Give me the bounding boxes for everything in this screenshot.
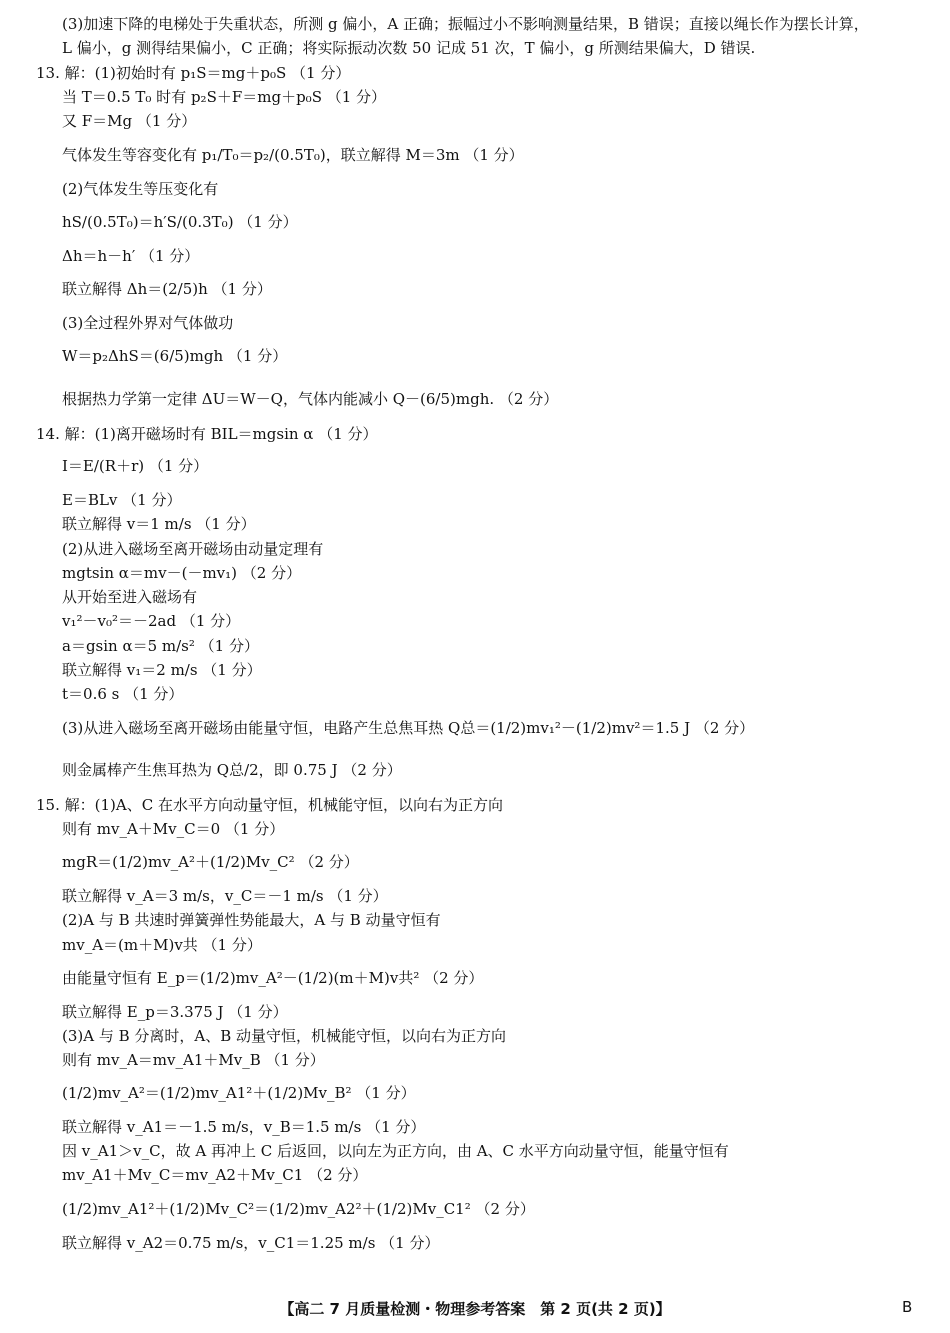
line-24: t＝0.6 s （1 分） [62, 685, 184, 703]
line-09: Δh＝h－h′ （1 分） [62, 247, 200, 265]
line-22: a＝gsin α＝5 m/s² （1 分） [62, 637, 259, 655]
q15-heading: 15. 解：(1)A、C 在水平方向动量守恒，机械能守恒，以向右为正方向 [36, 796, 503, 814]
line-41: (1/2)mv_A1²＋(1/2)Mv_C²＝(1/2)mv_A2²＋(1/2)Mv_C1² （2 分） [62, 1200, 535, 1218]
line-04: 当 T＝0.5 T₀ 时有 p₂S＋F＝mg＋p₀S （1 分） [62, 88, 387, 106]
line-35: (3)A 与 B 分离时，A、B 动量守恒，机械能守恒，以向右为正方向 [62, 1027, 507, 1045]
line-33: 由能量守恒有 E_p＝(1/2)mv_A²－(1/2)(m＋M)v共² （2 分） [62, 969, 484, 987]
line-15: I＝E/(R＋r) （1 分） [62, 457, 209, 475]
line-20: 从开始至进入磁场有 [62, 588, 198, 606]
line-25: (3)从进入磁场至离开磁场由能量守恒，电路产生总焦耳热 Q总＝(1/2)mv₁²－(1/2)mv²＝1.5 J （2 分） [62, 719, 755, 737]
line-07: (2)气体发生等压变化有 [62, 180, 219, 198]
line-34: 联立解得 E_p＝3.375 J （1 分） [62, 1003, 288, 1021]
version-letter: B [902, 1298, 913, 1316]
line-26: 则金属棒产生焦耳热为 Q总/2，即 0.75 J （2 分） [62, 761, 402, 779]
line-31: (2)A 与 B 共速时弹簧弹性势能最大，A 与 B 动量守恒有 [62, 911, 441, 929]
line-18: (2)从进入磁场至离开磁场由动量定理有 [62, 540, 324, 558]
line-36: 则有 mv_A＝mv_A1＋Mv_B （1 分） [62, 1051, 325, 1069]
line-02: L 偏小，g 测得结果偏小，C 正确；将实际振动次数 50 记成 51 次，T 偏小，g 所测结果偏大，D 错误. [62, 39, 756, 57]
line-05: 又 F＝Mg （1 分） [62, 112, 197, 130]
q13-heading: 13. 解：(1)初始时有 p₁S＝mg＋p₀S （1 分） [36, 64, 351, 82]
line-21: v₁²－v₀²＝－2ad （1 分） [62, 612, 241, 630]
line-30: 联立解得 v_A＝3 m/s，v_C＝－1 m/s （1 分） [62, 887, 388, 905]
line-17: 联立解得 v＝1 m/s （1 分） [62, 515, 256, 533]
line-10: 联立解得 Δh＝(2/5)h （1 分） [62, 280, 272, 298]
line-28: 则有 mv_A＋Mv_C＝0 （1 分） [62, 820, 285, 838]
line-16: E＝BLv （1 分） [62, 491, 182, 509]
line-37: (1/2)mv_A²＝(1/2)mv_A1²＋(1/2)Mv_B² （1 分） [62, 1084, 416, 1102]
line-12: W＝p₂ΔhS＝(6/5)mgh （1 分） [62, 347, 288, 365]
page-footer: 【高二 7 月质量检测・物理参考答案 第 2 页(共 2 页)】 [279, 1300, 671, 1318]
line-38: 联立解得 v_A1＝－1.5 m/s，v_B＝1.5 m/s （1 分） [62, 1118, 426, 1136]
line-13: 根据热力学第一定律 ΔU＝W－Q，气体内能减小 Q－(6/5)mgh. （2 分） [62, 390, 559, 408]
line-08: hS/(0.5T₀)＝h′S/(0.3T₀) （1 分） [62, 213, 298, 231]
line-11: (3)全过程外界对气体做功 [62, 314, 234, 332]
line-01: (3)加速下降的电梯处于失重状态，所测 g 偏小，A 正确；振幅过小不影响测量结果，B 错误；直接以绳长作为摆长计算， [62, 15, 869, 33]
line-32: mv_A＝(m＋M)v共 （1 分） [62, 936, 262, 954]
line-42: 联立解得 v_A2＝0.75 m/s，v_C1＝1.25 m/s （1 分） [62, 1234, 440, 1252]
line-06: 气体发生等容变化有 p₁/T₀＝p₂/(0.5T₀)，联立解得 M＝3m （1 分） [62, 146, 524, 164]
line-29: mgR＝(1/2)mv_A²＋(1/2)Mv_C² （2 分） [62, 853, 359, 871]
line-39: 因 v_A1＞v_C，故 A 再冲上 C 后返回，以向左为正方向，由 A、C 水平方向动量守恒，能量守恒有 [62, 1142, 729, 1160]
q14-heading: 14. 解：(1)离开磁场时有 BIL＝mgsin α （1 分） [36, 425, 378, 443]
line-23: 联立解得 v₁＝2 m/s （1 分） [62, 661, 262, 679]
line-40: mv_A1＋Mv_C＝mv_A2＋Mv_C1 （2 分） [62, 1166, 368, 1184]
line-19: mgtsin α＝mv－(－mv₁) （2 分） [62, 564, 302, 582]
